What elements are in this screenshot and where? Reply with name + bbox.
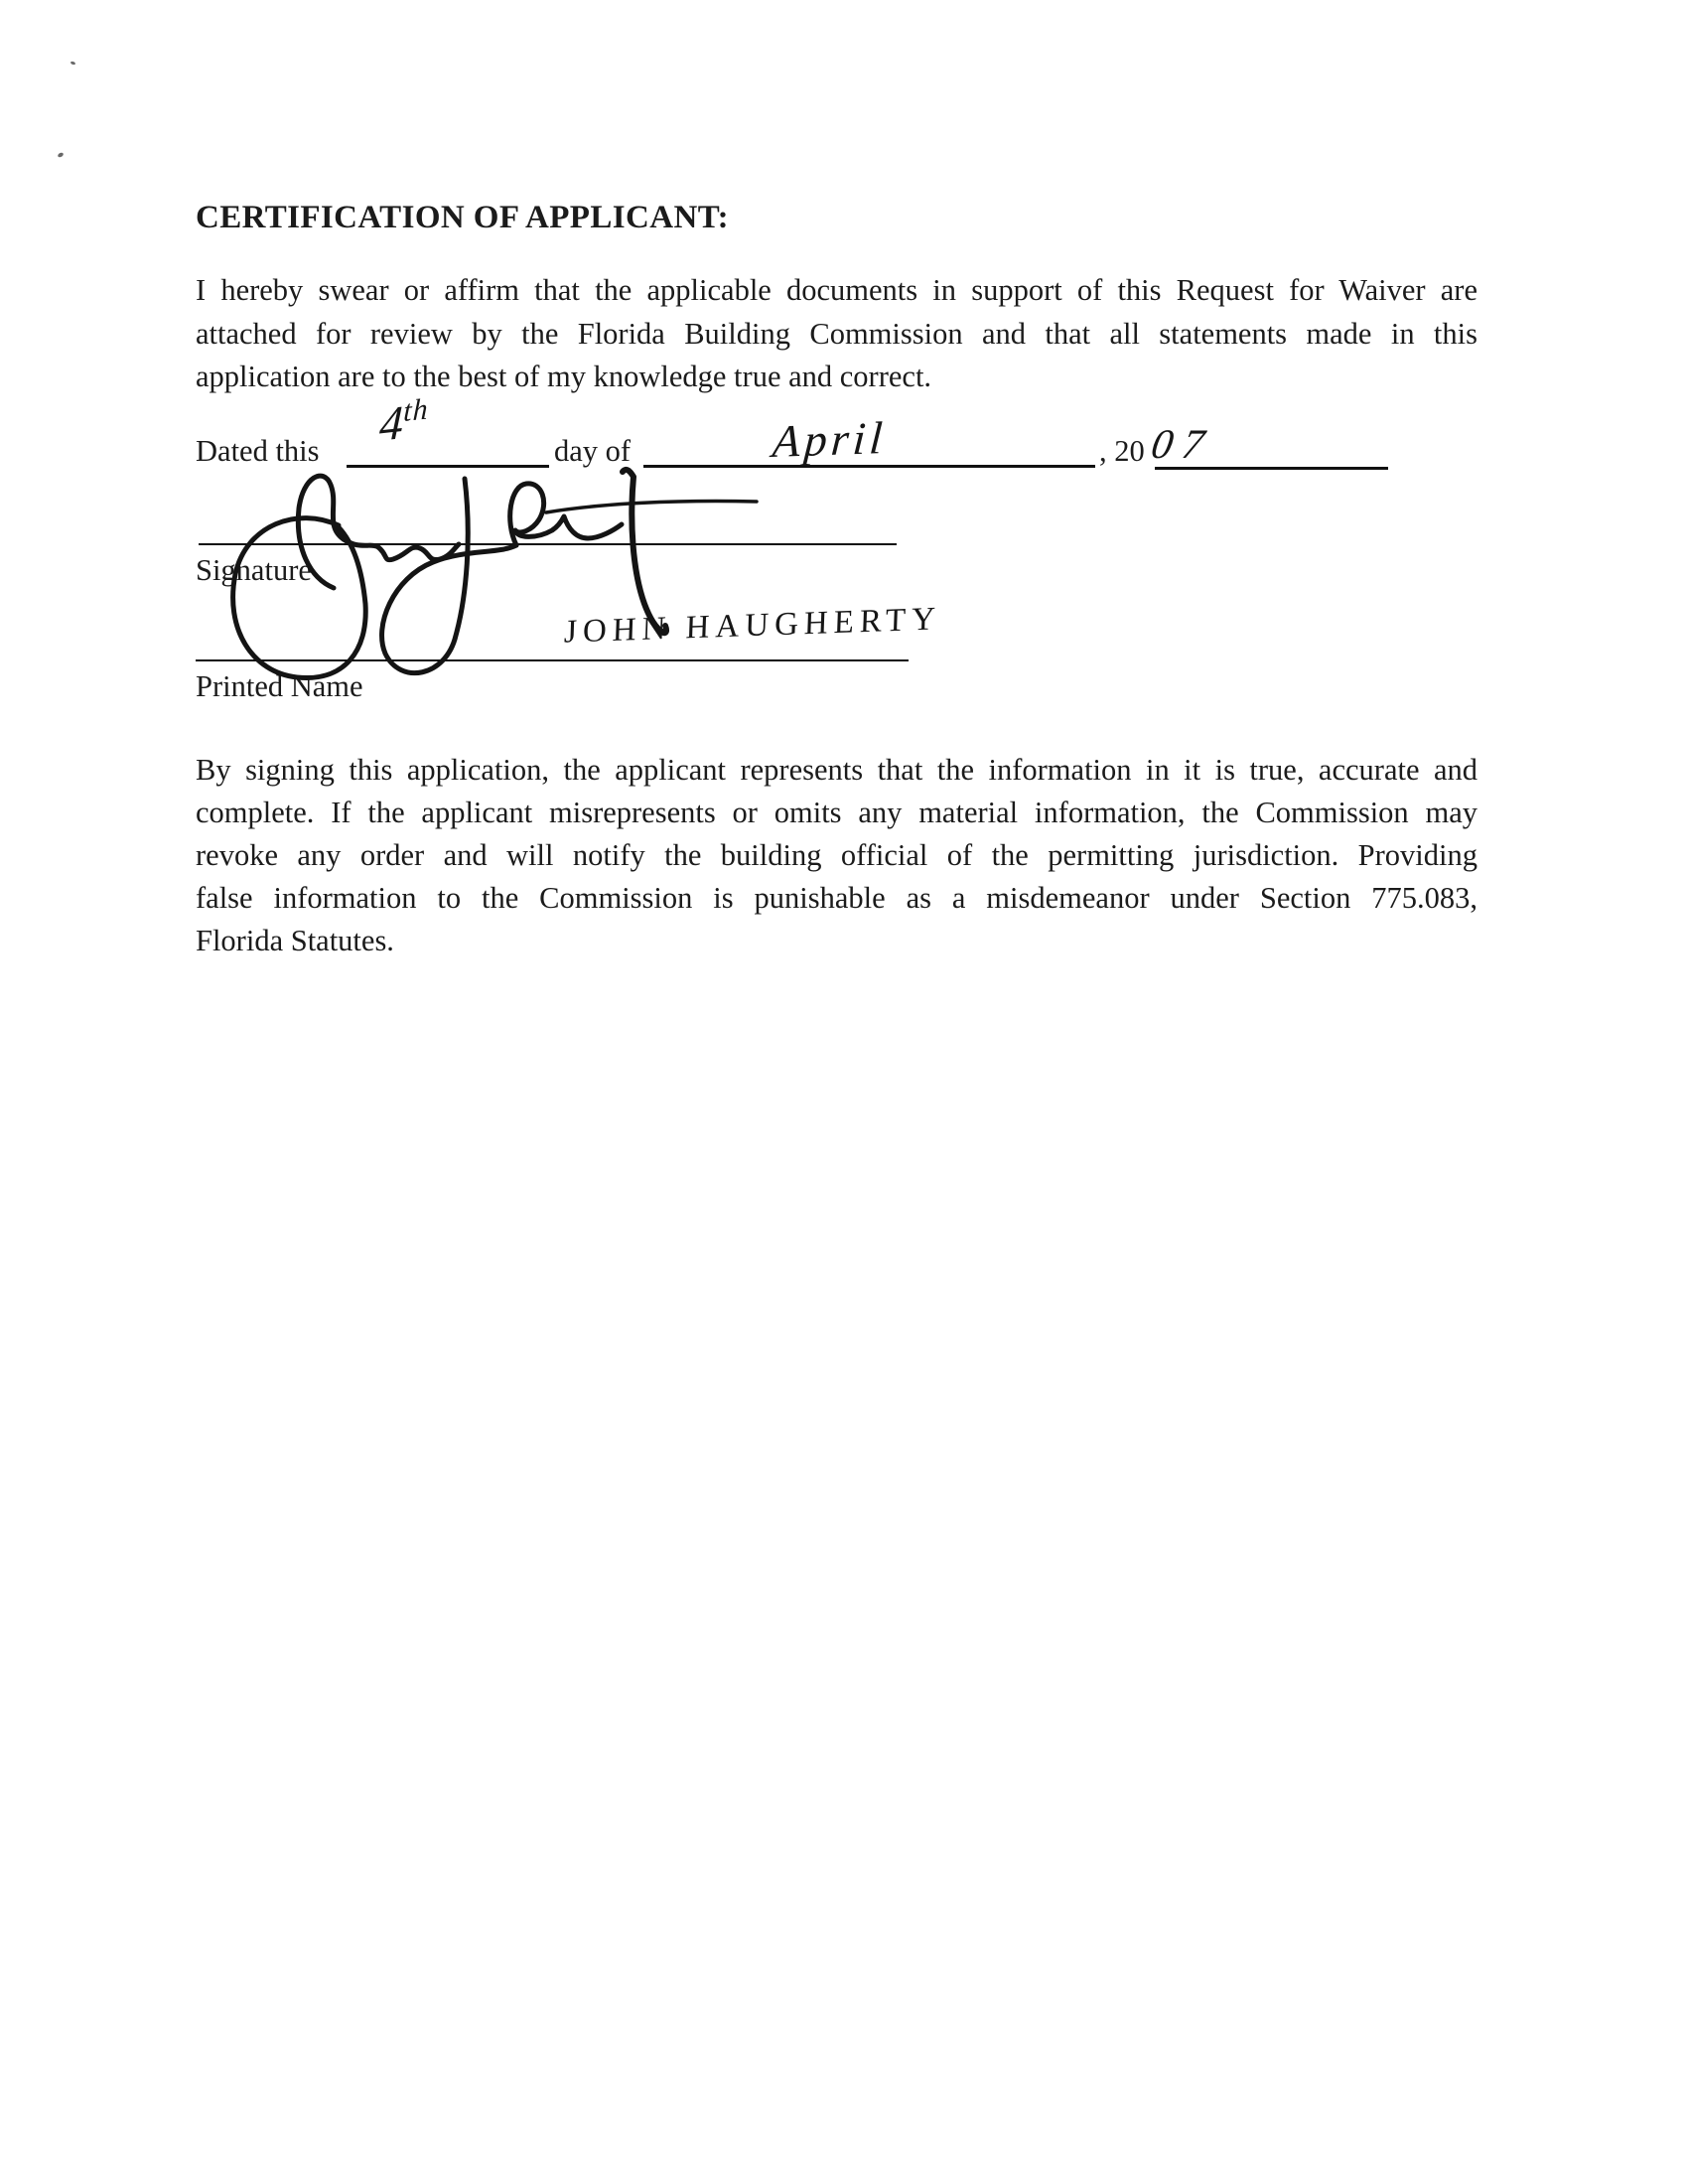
paragraph-line: revoke any order and will notify the building official of the permitting jurisdiction. Providing: [196, 838, 1477, 872]
dated-this-label: Dated this: [196, 434, 320, 468]
scan-speck: [70, 61, 76, 66]
signature-label: Signature: [196, 553, 312, 587]
paragraph-line: false information to the Commission is punishable as a misdemeanor under Section 775.083,: [196, 881, 1477, 915]
paragraph-line: attached for review by the Florida Building Commission and that all statements made in this: [196, 316, 1477, 351]
page-title: CERTIFICATION OF APPLICANT:: [196, 200, 730, 235]
paragraph-line: Florida Statutes.: [196, 924, 394, 957]
printed-name-label: Printed Name: [196, 669, 363, 703]
paragraph-line: application are to the best of my knowledge true and correct.: [196, 360, 932, 393]
scan-speck: [57, 152, 64, 158]
paragraph-line: I hereby swear or affirm that the applicable documents in support of this Request for Waiver are: [196, 273, 1477, 307]
representation-paragraph: [196, 749, 1477, 962]
handwritten-day-suffix: th: [402, 392, 430, 429]
paragraph-line: complete. If the applicant misrepresents or omits any material information, the Commission may: [196, 796, 1477, 829]
signature-ink: [233, 470, 757, 678]
handwritten-month: April: [771, 411, 889, 468]
paragraph-line: By signing this application, the applicant represents that the information in it is true, accurate and: [196, 753, 1477, 787]
handwritten-printed-name: JOHN HAUGHERTY: [563, 601, 942, 651]
affirmation-paragraph: [196, 269, 1477, 399]
signature-scrawl: [199, 427, 794, 715]
day-of-label: day of: [554, 434, 632, 468]
handwritten-day-number: 4: [378, 395, 404, 452]
handwritten-year: 07: [1147, 422, 1218, 468]
year-prefix-label: , 20: [1099, 434, 1145, 468]
